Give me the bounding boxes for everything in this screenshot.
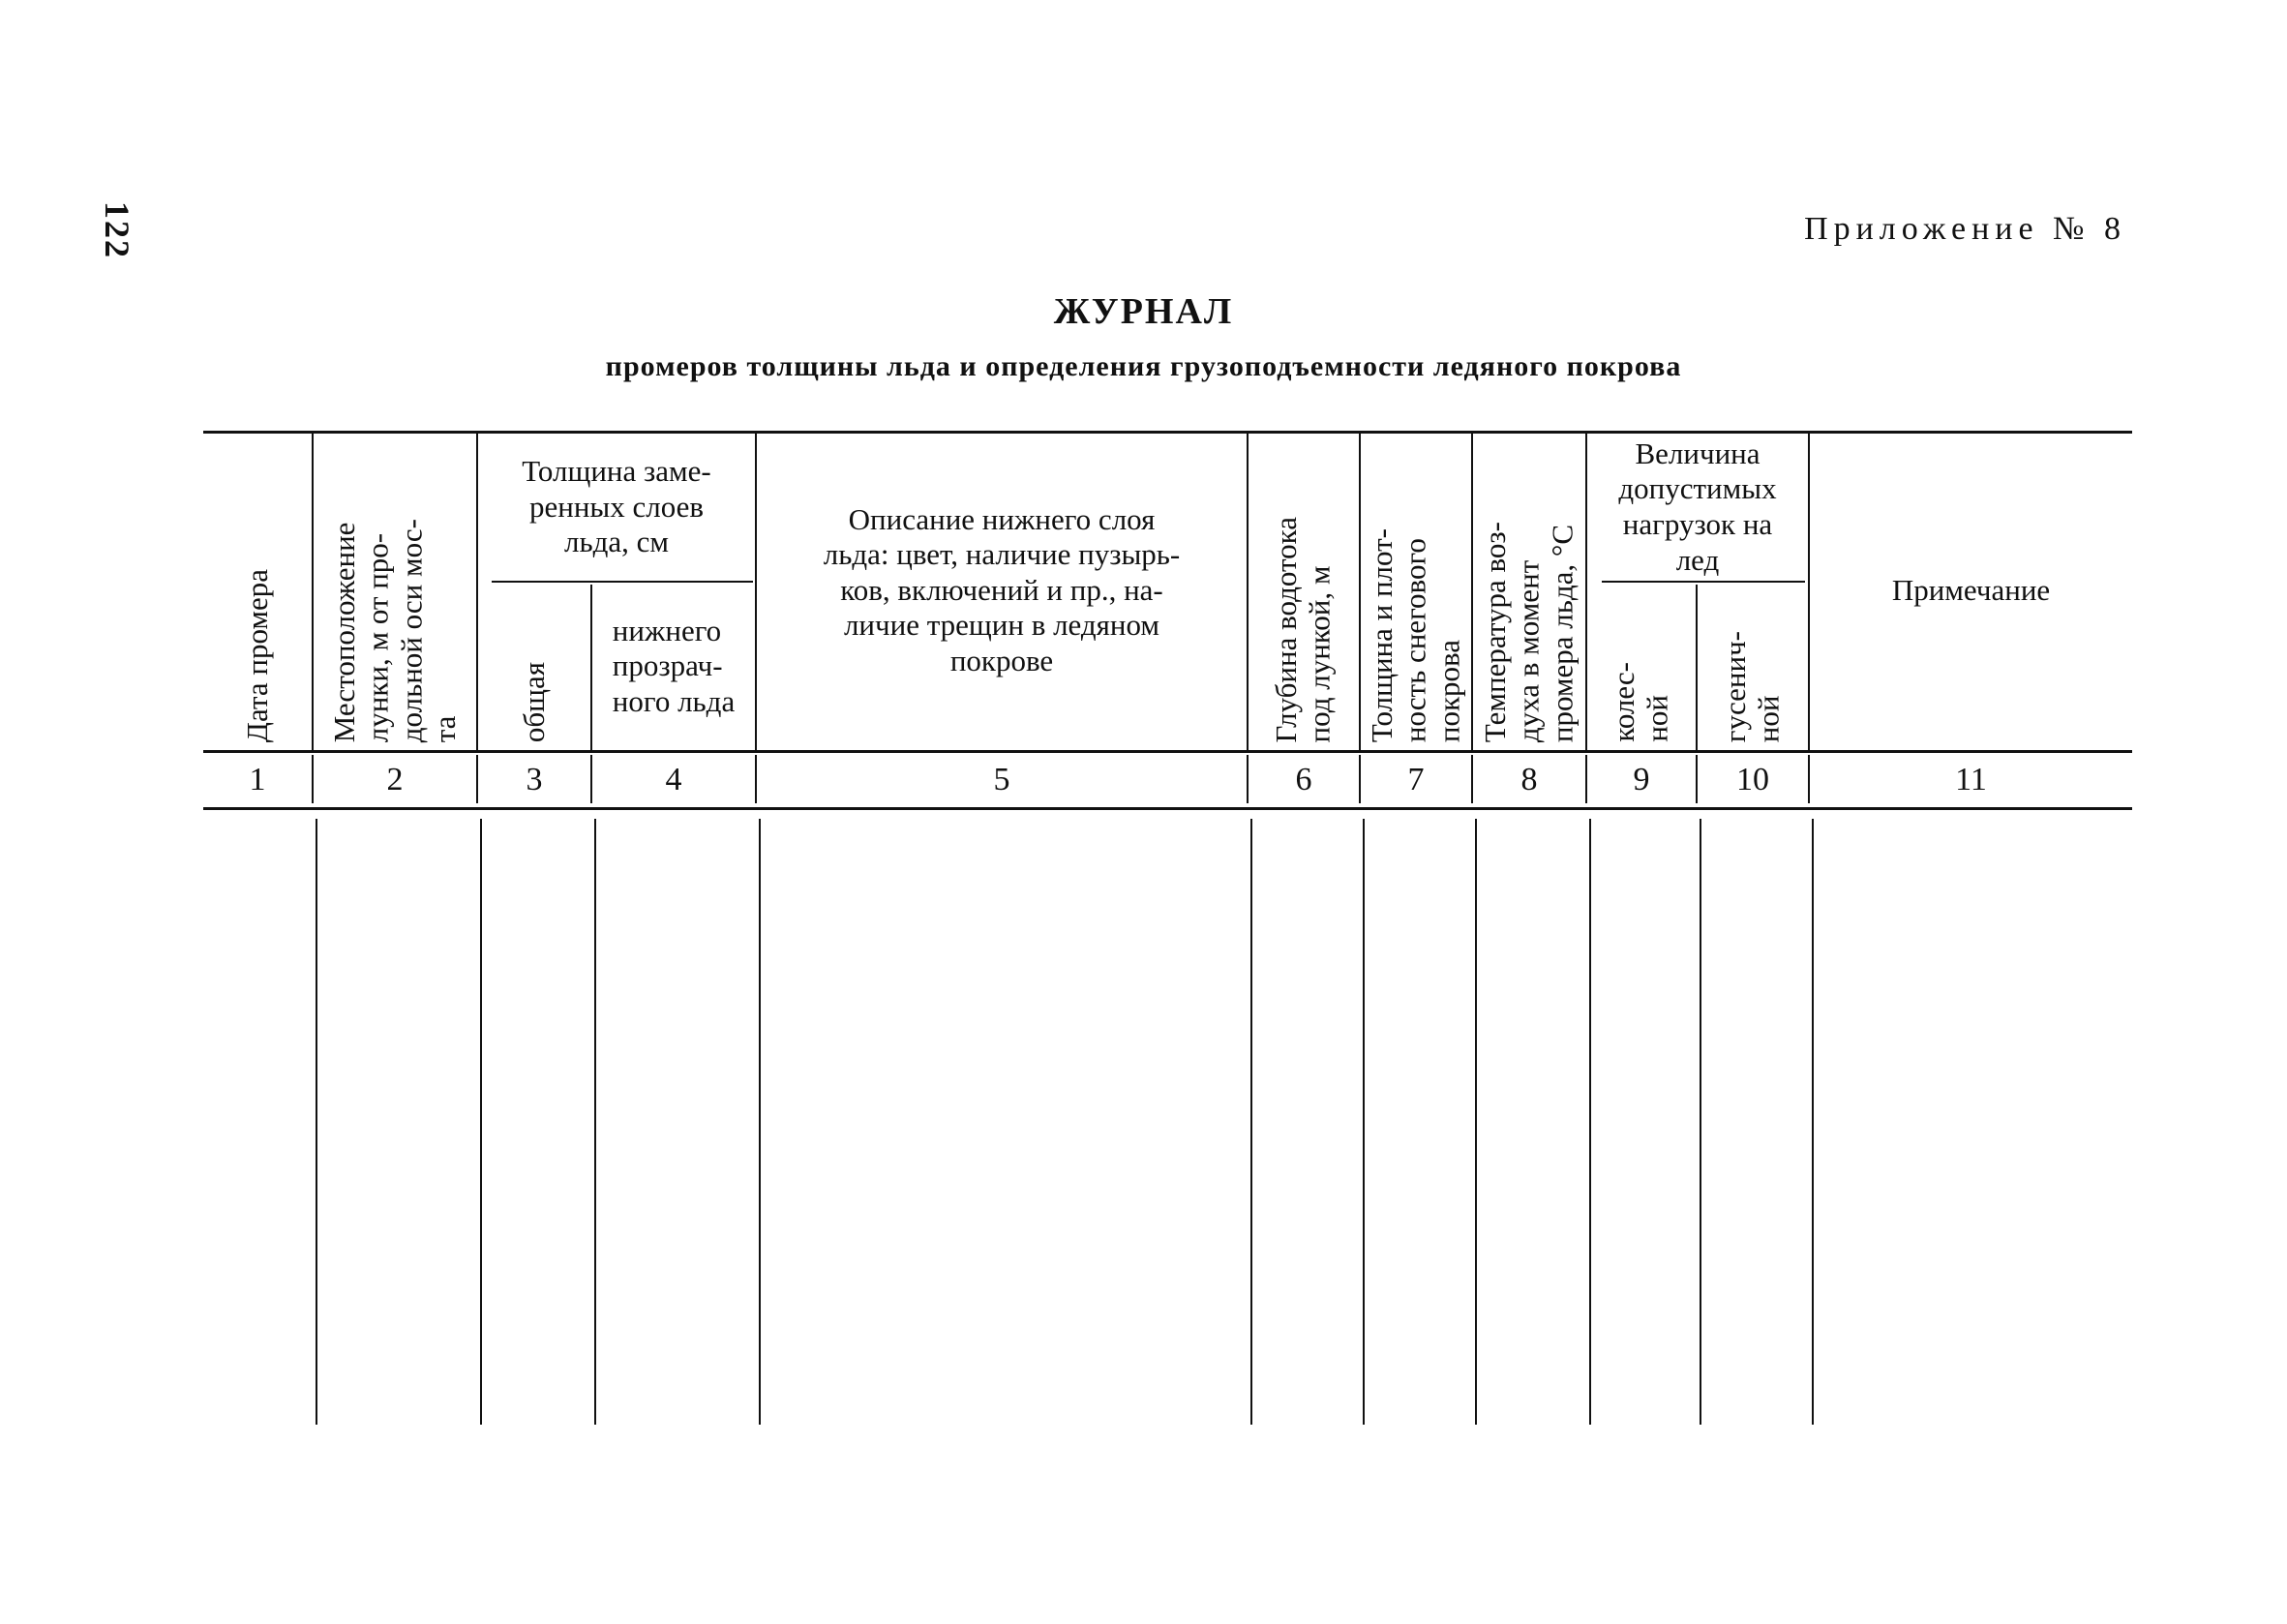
page-number: 122 bbox=[98, 201, 136, 259]
header-date-cell bbox=[203, 440, 312, 742]
header-wheeled: колес- ной bbox=[1607, 662, 1674, 742]
column-number-6: 6 bbox=[1295, 762, 1312, 798]
header-total-cell bbox=[478, 590, 590, 742]
column-number-8: 8 bbox=[1520, 762, 1538, 798]
column-number-3: 3 bbox=[526, 762, 543, 798]
body-rule-8 bbox=[1589, 819, 1591, 1425]
header-location: Местоположение лунки, м от про- дольной оси мос- та bbox=[326, 518, 462, 742]
header-loads-group-cell bbox=[1587, 436, 1808, 579]
body-rule-6 bbox=[1363, 819, 1365, 1425]
column-number-5: 5 bbox=[993, 762, 1010, 798]
column-number-2: 2 bbox=[386, 762, 404, 798]
body-rule-10 bbox=[1812, 819, 1814, 1425]
table-top-rule bbox=[203, 431, 2132, 434]
header-date: Дата промера bbox=[239, 568, 274, 742]
table-numbers-bottom-rule bbox=[203, 807, 2132, 810]
header-description: Описание нижнего слоя льда: цвет, наличие пузырь- ков, включений и пр., на- личие трещин в ледяном покрове bbox=[823, 501, 1181, 677]
header-loads-group: Величина допустимых нагрузок на лед bbox=[1618, 436, 1777, 577]
header-tracked: гусенич- ной bbox=[1718, 630, 1786, 742]
body-rule-9 bbox=[1700, 819, 1701, 1425]
header-lower-clear-cell bbox=[592, 590, 755, 742]
header-total: общая bbox=[516, 661, 551, 742]
body-rule-7 bbox=[1475, 819, 1477, 1425]
header-note: Примечание bbox=[1891, 572, 2051, 607]
header-wheeled-cell bbox=[1587, 590, 1696, 742]
header-temperature: Температура воз- духа в момент промера льда, °С bbox=[1477, 521, 1580, 742]
group-thickness-underline bbox=[492, 581, 753, 583]
header-snow: Толщина и плот- ность снегового покрова bbox=[1364, 527, 1466, 742]
column-number-7: 7 bbox=[1407, 762, 1425, 798]
header-snow-cell bbox=[1361, 436, 1471, 742]
header-temperature-cell bbox=[1473, 436, 1585, 742]
header-description-cell bbox=[757, 436, 1247, 745]
appendix-label: Приложение № 8 bbox=[1804, 211, 2126, 247]
header-note-cell bbox=[1810, 436, 2132, 745]
group-loads-underline bbox=[1602, 581, 1805, 583]
body-rule-4 bbox=[759, 819, 761, 1425]
journal-title: ЖУРНАЛ bbox=[1053, 291, 1234, 332]
header-depth-cell bbox=[1249, 436, 1359, 742]
header-thickness-group: Толщина заме- ренных слоев льда, см bbox=[522, 454, 711, 559]
body-rule-1 bbox=[316, 819, 317, 1425]
column-number-4: 4 bbox=[665, 762, 682, 798]
column-number-9: 9 bbox=[1633, 762, 1650, 798]
body-rule-5 bbox=[1250, 819, 1252, 1425]
journal-subtitle: промеров толщины льда и определения грузоподъемности ледяного покрова bbox=[605, 350, 1682, 382]
header-thickness-group-cell bbox=[478, 436, 755, 579]
body-rule-2 bbox=[480, 819, 482, 1425]
body-rule-3 bbox=[594, 819, 596, 1425]
header-location-cell bbox=[314, 440, 476, 742]
header-depth: Глубина водотока под лункой, м bbox=[1269, 516, 1337, 742]
header-tracked-cell bbox=[1698, 590, 1808, 742]
column-number-1: 1 bbox=[249, 762, 266, 798]
column-number-10: 10 bbox=[1736, 762, 1769, 798]
header-lower-clear: нижнего прозрач- ного льда bbox=[612, 613, 736, 718]
column-number-11: 11 bbox=[1955, 762, 1987, 798]
